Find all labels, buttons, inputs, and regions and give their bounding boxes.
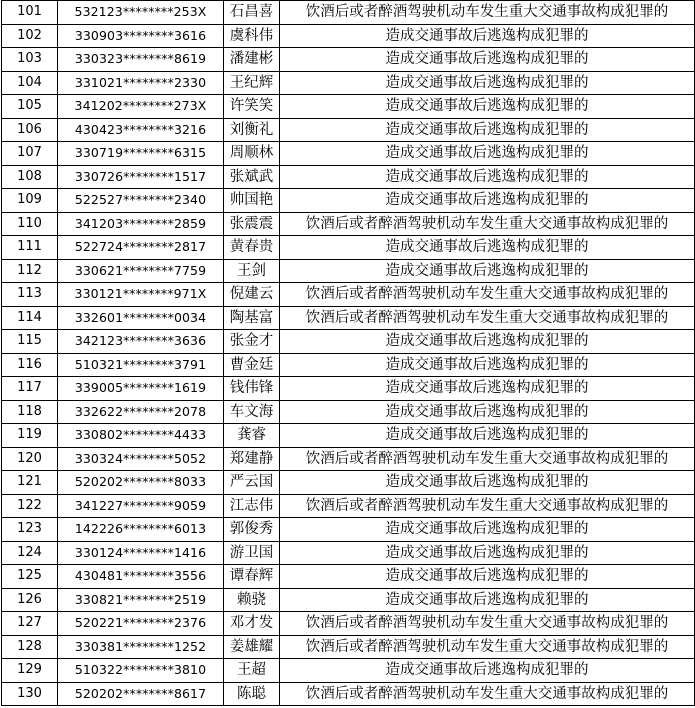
id-number-cell: 510322********3810 [58,659,224,683]
id-number-cell: 430423********3216 [58,118,224,142]
row-number-cell: 121 [2,471,58,495]
id-number-cell: 330124********1416 [58,541,224,565]
table-row [2,353,695,377]
row-number-cell: 126 [2,588,58,612]
row-number-cell: 109 [2,189,58,213]
id-number-cell: 341203********2859 [58,212,224,236]
row-number-cell: 124 [2,541,58,565]
offense-cell: 造成交通事故后逃逸构成犯罪的 [280,659,695,683]
id-number-cell: 330726********1517 [58,165,224,189]
row-number-cell: 113 [2,283,58,307]
offense-cell: 造成交通事故后逃逸构成犯罪的 [280,400,695,424]
person-name-cell: 潘建彬 [224,48,280,72]
row-number-cell: 129 [2,659,58,683]
offense-cell: 造成交通事故后逃逸构成犯罪的 [280,588,695,612]
id-number-cell: 342123********3636 [58,330,224,354]
id-number-cell: 330324********5052 [58,447,224,471]
row-number-cell: 105 [2,95,58,119]
row-number-cell: 128 [2,635,58,659]
offense-cell: 饮酒后或者醉酒驾驶机动车发生重大交通事故构成犯罪的 [280,635,695,659]
offender-table [1,0,695,706]
id-number-cell: 430481********3556 [58,565,224,589]
table-row [2,588,695,612]
table-row [2,95,695,119]
offense-cell: 造成交通事故后逃逸构成犯罪的 [280,165,695,189]
offense-cell: 饮酒后或者醉酒驾驶机动车发生重大交通事故构成犯罪的 [280,447,695,471]
id-number-cell: 341227********9059 [58,494,224,518]
person-name-cell: 钱伟锋 [224,377,280,401]
person-name-cell: 倪建云 [224,283,280,307]
row-number-cell: 106 [2,118,58,142]
person-name-cell: 王超 [224,659,280,683]
offense-cell: 造成交通事故后逃逸构成犯罪的 [280,377,695,401]
table-row [2,541,695,565]
row-number-cell: 101 [2,1,58,25]
row-number-cell: 107 [2,142,58,166]
person-name-cell: 车文海 [224,400,280,424]
row-number-cell: 120 [2,447,58,471]
person-name-cell: 张震震 [224,212,280,236]
person-name-cell: 黄春贵 [224,236,280,260]
person-name-cell: 帅国艳 [224,189,280,213]
id-number-cell: 330802********4433 [58,424,224,448]
person-name-cell: 郑建静 [224,447,280,471]
id-number-cell: 532123********253X [58,1,224,25]
person-name-cell: 张斌武 [224,165,280,189]
row-number-cell: 116 [2,353,58,377]
row-number-cell: 115 [2,330,58,354]
offense-cell: 造成交通事故后逃逸构成犯罪的 [280,518,695,542]
person-name-cell: 石昌喜 [224,1,280,25]
id-number-cell: 520221********2376 [58,612,224,636]
id-number-cell: 330719********6315 [58,142,224,166]
row-number-cell: 123 [2,518,58,542]
row-number-cell: 102 [2,24,58,48]
person-name-cell: 张金才 [224,330,280,354]
table-row [2,236,695,260]
row-number-cell: 119 [2,424,58,448]
table-row [2,518,695,542]
table-row [2,330,695,354]
row-number-cell: 112 [2,259,58,283]
offense-cell: 饮酒后或者醉酒驾驶机动车发生重大交通事故构成犯罪的 [280,1,695,25]
id-number-cell: 520202********8617 [58,682,224,706]
person-name-cell: 虞科伟 [224,24,280,48]
table-row [2,471,695,495]
offense-cell: 造成交通事故后逃逸构成犯罪的 [280,541,695,565]
offense-cell: 饮酒后或者醉酒驾驶机动车发生重大交通事故构成犯罪的 [280,306,695,330]
id-number-cell: 330323********8619 [58,48,224,72]
id-number-cell: 339005********1619 [58,377,224,401]
table-row [2,400,695,424]
person-name-cell: 许笑笑 [224,95,280,119]
id-number-cell: 520202********8033 [58,471,224,495]
table-row [2,494,695,518]
table-row [2,283,695,307]
offense-cell: 造成交通事故后逃逸构成犯罪的 [280,471,695,495]
row-number-cell: 130 [2,682,58,706]
table-row [2,424,695,448]
offense-cell: 造成交通事故后逃逸构成犯罪的 [280,424,695,448]
offender-table-body [2,1,695,706]
id-number-cell: 330903********3616 [58,24,224,48]
person-name-cell: 赖骁 [224,588,280,612]
offense-cell: 造成交通事故后逃逸构成犯罪的 [280,259,695,283]
person-name-cell: 刘衡礼 [224,118,280,142]
offense-cell: 造成交通事故后逃逸构成犯罪的 [280,24,695,48]
offense-cell: 饮酒后或者醉酒驾驶机动车发生重大交通事故构成犯罪的 [280,612,695,636]
person-name-cell: 郭俊秀 [224,518,280,542]
row-number-cell: 125 [2,565,58,589]
table-row [2,71,695,95]
row-number-cell: 110 [2,212,58,236]
id-number-cell: 332622********2078 [58,400,224,424]
row-number-cell: 117 [2,377,58,401]
row-number-cell: 114 [2,306,58,330]
offense-cell: 饮酒后或者醉酒驾驶机动车发生重大交通事故构成犯罪的 [280,212,695,236]
offense-cell: 造成交通事故后逃逸构成犯罪的 [280,71,695,95]
id-number-cell: 331021********2330 [58,71,224,95]
offense-cell: 造成交通事故后逃逸构成犯罪的 [280,118,695,142]
id-number-cell: 330381********1252 [58,635,224,659]
table-row [2,447,695,471]
offense-cell: 造成交通事故后逃逸构成犯罪的 [280,95,695,119]
table-row [2,118,695,142]
id-number-cell: 330121********971X [58,283,224,307]
person-name-cell: 陶基富 [224,306,280,330]
person-name-cell: 龚睿 [224,424,280,448]
offense-cell: 造成交通事故后逃逸构成犯罪的 [280,189,695,213]
offense-cell: 饮酒后或者醉酒驾驶机动车发生重大交通事故构成犯罪的 [280,283,695,307]
person-name-cell: 谭春辉 [224,565,280,589]
table-row [2,165,695,189]
person-name-cell: 周顺林 [224,142,280,166]
table-row [2,565,695,589]
id-number-cell: 522527********2340 [58,189,224,213]
offense-cell: 饮酒后或者醉酒驾驶机动车发生重大交通事故构成犯罪的 [280,682,695,706]
table-row [2,659,695,683]
row-number-cell: 122 [2,494,58,518]
offense-cell: 造成交通事故后逃逸构成犯罪的 [280,330,695,354]
table-row [2,24,695,48]
offense-cell: 造成交通事故后逃逸构成犯罪的 [280,142,695,166]
table-row [2,259,695,283]
table-row [2,635,695,659]
person-name-cell: 游卫国 [224,541,280,565]
row-number-cell: 111 [2,236,58,260]
person-name-cell: 严云国 [224,471,280,495]
table-row [2,212,695,236]
row-number-cell: 103 [2,48,58,72]
table-row [2,48,695,72]
table-row [2,612,695,636]
row-number-cell: 108 [2,165,58,189]
person-name-cell: 王纪辉 [224,71,280,95]
person-name-cell: 姜雄耀 [224,635,280,659]
person-name-cell: 曹金廷 [224,353,280,377]
id-number-cell: 330621********7759 [58,259,224,283]
offense-cell: 造成交通事故后逃逸构成犯罪的 [280,48,695,72]
id-number-cell: 510321********3791 [58,353,224,377]
person-name-cell: 陈聪 [224,682,280,706]
table-row [2,142,695,166]
table-row [2,189,695,213]
row-number-cell: 127 [2,612,58,636]
offense-cell: 造成交通事故后逃逸构成犯罪的 [280,236,695,260]
id-number-cell: 142226********6013 [58,518,224,542]
person-name-cell: 江志伟 [224,494,280,518]
table-row [2,377,695,401]
offense-cell: 饮酒后或者醉酒驾驶机动车发生重大交通事故构成犯罪的 [280,494,695,518]
row-number-cell: 104 [2,71,58,95]
table-row [2,682,695,706]
offense-cell: 造成交通事故后逃逸构成犯罪的 [280,353,695,377]
id-number-cell: 330821********2519 [58,588,224,612]
id-number-cell: 522724********2817 [58,236,224,260]
table-row [2,306,695,330]
offense-cell: 造成交通事故后逃逸构成犯罪的 [280,565,695,589]
id-number-cell: 341202********273X [58,95,224,119]
id-number-cell: 332601********0034 [58,306,224,330]
person-name-cell: 王剑 [224,259,280,283]
row-number-cell: 118 [2,400,58,424]
table-row [2,1,695,25]
person-name-cell: 邓才发 [224,612,280,636]
